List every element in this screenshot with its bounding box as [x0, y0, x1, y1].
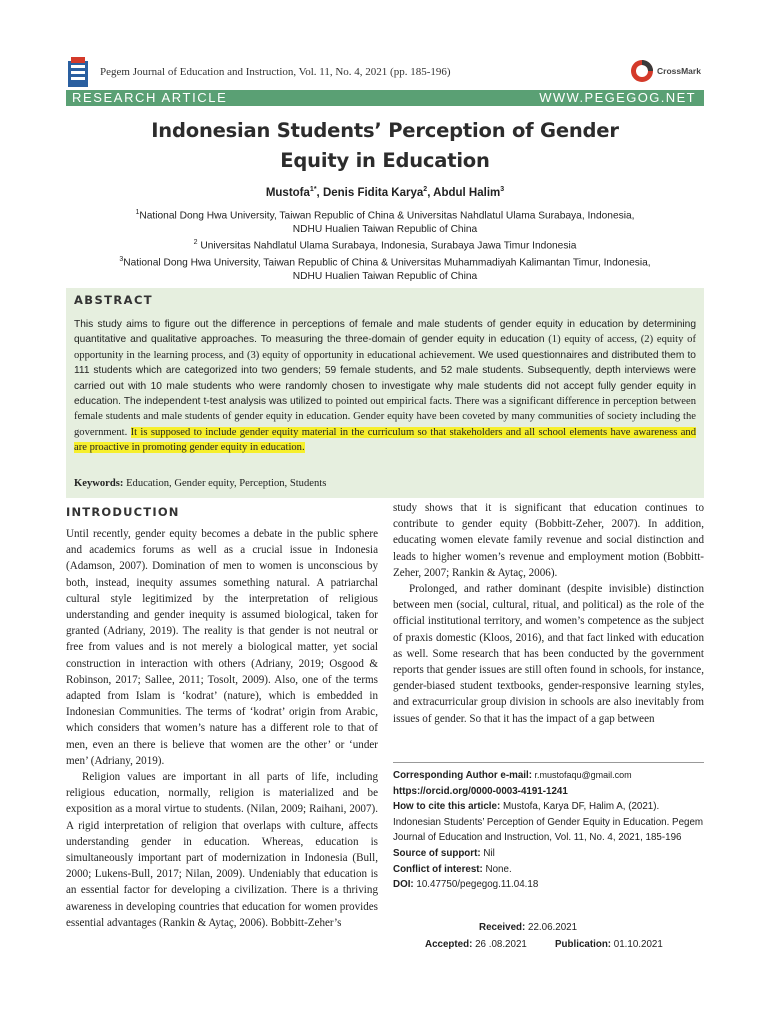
- author-affil-mark: 1*: [309, 186, 317, 193]
- author-affil-mark: 3: [500, 186, 505, 193]
- meta-value: 01.10.2021: [611, 939, 663, 950]
- abstract-segment: We used questionnaires and distributed them to 111 students which are categorized into two genders; 59 female students, and 52 male students. Subsequently, depth interviews were carried out with 10 male students who were randomly chosen to investigate why male students did not accept fully gender equity in education. The independent t-test analysis was utilized: [74, 349, 696, 408]
- affiliation-line: National Dong Hwa University, Taiwan Republic of China & Universitas Muhammadiyah Kalimantan Timur, Indonesia,: [123, 257, 651, 269]
- highlighted-text[interactable]: It is supposed to include gender equity material in the curriculum so that stakeholders and all school elements have awareness and are proactive in promoting gender equity in education.: [74, 426, 696, 454]
- paper-title: [66, 116, 704, 176]
- meta-value: 26 .08.2021: [472, 939, 527, 950]
- journal-website-link[interactable]: WWW.PEGEGOG.NET: [539, 90, 696, 105]
- keywords-label: Keywords:: [74, 478, 124, 489]
- meta-label: Accepted:: [425, 939, 473, 950]
- meta-value: 22.06.2021: [525, 922, 578, 933]
- research-article-label: RESEARCH ARTICLE: [72, 90, 228, 105]
- title-line-2: Equity in Education: [280, 149, 490, 172]
- affiliation-line: Universitas Nahdlatul Ulama Surabaya, Indonesia, Surabaya Jawa Timur Indonesia: [197, 240, 577, 252]
- author-name: Denis Fidita Karya: [322, 186, 424, 199]
- abstract-segment: (1) equity of access, (2) equity of opportunity in the learning process, and (3) equity of opportunity in educational achievement.: [74, 334, 696, 361]
- article-type-band: [66, 90, 704, 106]
- intro-paragraph: study shows that it is significant that education continues to contribute to gender equity (Bobbitt-Zeher, 2007). In addition, educating women elevate family revenue and social distinction and leads to higher women’s revenue and employment motion (Bobbitt-Zeher, 2007; Rankin & Aytaç, 2006).: [393, 502, 704, 579]
- citation-block: [393, 799, 704, 846]
- citation-text: Mustofa, Karya DF, Halim A, (2021). Indonesian Students’ Perception of Gender Equity in Education. Pegem Journal of Education and Instruction, Vol. 11, No. 4, 2021, 185-196: [393, 801, 704, 844]
- affiliation-line: National Dong Hwa University, Taiwan Republic of China & Universitas Nahdlatul Ulama Surabaya, Indonesia,: [139, 210, 635, 222]
- abstract-box: [66, 288, 704, 498]
- article-metadata: [393, 768, 704, 893]
- meta-value: Nil: [480, 847, 495, 859]
- meta-label: Source of support:: [393, 847, 481, 859]
- affiliation-line: NDHU Hualien Taiwan Republic of China: [292, 271, 478, 283]
- intro-paragraph: Prolonged, and rather dominant (despite invisible) distinction between men (social, cultural, ritual, and political) as the role of the official institutional territory, and women’s competence as the subject of praxis domestic (Kloos, 2016), and that fact linked with education as well. Some research that has been conducted by the government reports that gender issues are still often found in schools, for instance, gender-biased student textbooks, gender-responsive learning styles, and extracurricular group division in schools are also inevitably from issues of gender. So that it has the impact of a gap between: [393, 583, 704, 725]
- meta-label: Conflict of interest:: [393, 863, 483, 875]
- affiliation-mark: 2: [193, 239, 198, 246]
- author-name: Abdul Halim: [433, 186, 501, 199]
- abstract-heading: ABSTRACT: [74, 293, 154, 307]
- meta-label: Publication:: [555, 939, 612, 950]
- meta-value: None.: [482, 863, 512, 875]
- orcid-value[interactable]: https://orcid.org/0000-0003-4191-1241: [393, 785, 568, 797]
- meta-label: How to cite this article:: [393, 801, 501, 813]
- author-affil-mark: 2: [423, 186, 428, 193]
- keywords-value: Education, Gender equity, Perception, Students: [123, 478, 327, 489]
- author-name: Mustofa: [265, 186, 310, 199]
- doi-link[interactable]: 10.47750/pegegog.11.04.18: [413, 879, 539, 891]
- meta-label: Corresponding Author e-mail:: [393, 770, 532, 781]
- affiliation-3: [66, 253, 704, 284]
- affiliation-mark: 1: [135, 209, 140, 216]
- orcid-link[interactable]: [393, 784, 704, 800]
- title-line-1: Indonesian Students’ Perception of Gender: [151, 119, 619, 142]
- author-list: Mustofa$^{1*}$, Denis Fidita Karya$^2$, Abdul Halim$^3$: [265, 186, 505, 199]
- keywords-line: [74, 478, 326, 489]
- crossmark-label[interactable]: CrossMark: [657, 66, 701, 76]
- affiliation-mark: 3: [119, 256, 124, 263]
- pegem-logo: [66, 55, 90, 89]
- abstract-segment: This study aims to figure out the difference in perceptions of female and male students of gender equity in education by determining quantitative and qualitative approaches. To measuring the three-domain of gender equity in education: [74, 319, 696, 346]
- intro-paragraph: Until recently, gender equity becomes a debate in the public sphere and academics forums as well as a crucial issue in Indonesia (Adamson, 2007). Domination of men to women is unconscious by both, instead, inequity assumes something natural. A patriarchal cultural style legitimized by the interpretation of religious understanding and gender inequity is assumed biological, taken for granted (Adriany, 2019). The reality is that gender is not neutral or free from values and is not merely a biological matter, yet social construction in interaction with others (Adriany, 2019; Osgood & Robinson, 2017; Sallee, 2011; Tosolt, 2009). Also, one of the terms adapted from Islam is ‘kodrat’ (nature), which is embedded in Indonesian Communities. The terms of ‘kodrat’ origin from Arabic, which considers that women’s nature has a different role to that of men, even an there is believe that women are the other’ or ‘under men’ (Adriany, 2019).: [66, 528, 378, 767]
- doi-line: [393, 877, 704, 893]
- abstract-segment: to pointed out empirical facts. There was a significant difference in perception between female students and male students of gender equity in education. Gender equity have been coveted by many communities of society including the government.: [74, 396, 697, 438]
- corresponding-email[interactable]: r.mustofaqu@gmail.com: [531, 770, 632, 780]
- introduction-heading: INTRODUCTION: [66, 505, 180, 519]
- source-of-support: [393, 846, 704, 862]
- intro-paragraph: Religion values are important in all parts of life, including religious education, normally, religion is materialized and be exposition as a moral virtue to students. (Nilan, 2009; Raihani, 2007). A rigid interpretation of religion that overlaps with culture, affects understanding gender in education. Whereas, education is simultaneously important part of modernization in Indonesia (Bull, 2000; Lukens-Bull, 2017; Nilan, 2009). Undeniably that education is an essential factor for developing a civilization. There is a thriving awareness in developing countries that education for women provides essential advantages (Rankin & Aytaç, 2006). Bobbitt-Zeher’s: [66, 771, 378, 929]
- affiliation-line: NDHU Hualien Taiwan Republic of China: [292, 224, 478, 236]
- corresponding-author: [393, 768, 704, 784]
- conflict-of-interest: [393, 862, 704, 878]
- right-column: [393, 500, 704, 727]
- abstract-text: [74, 317, 696, 456]
- affiliation-2: [66, 236, 704, 253]
- metadata-divider: [393, 762, 704, 763]
- meta-label: Received:: [479, 922, 526, 933]
- left-column: [66, 526, 378, 931]
- journal-citation-line: Pegem Journal of Education and Instruction, Vol. 11, No. 4, 2021 (pp. 185-196): [100, 66, 451, 78]
- meta-label: DOI:: [393, 879, 414, 891]
- affiliation-1: [66, 206, 704, 237]
